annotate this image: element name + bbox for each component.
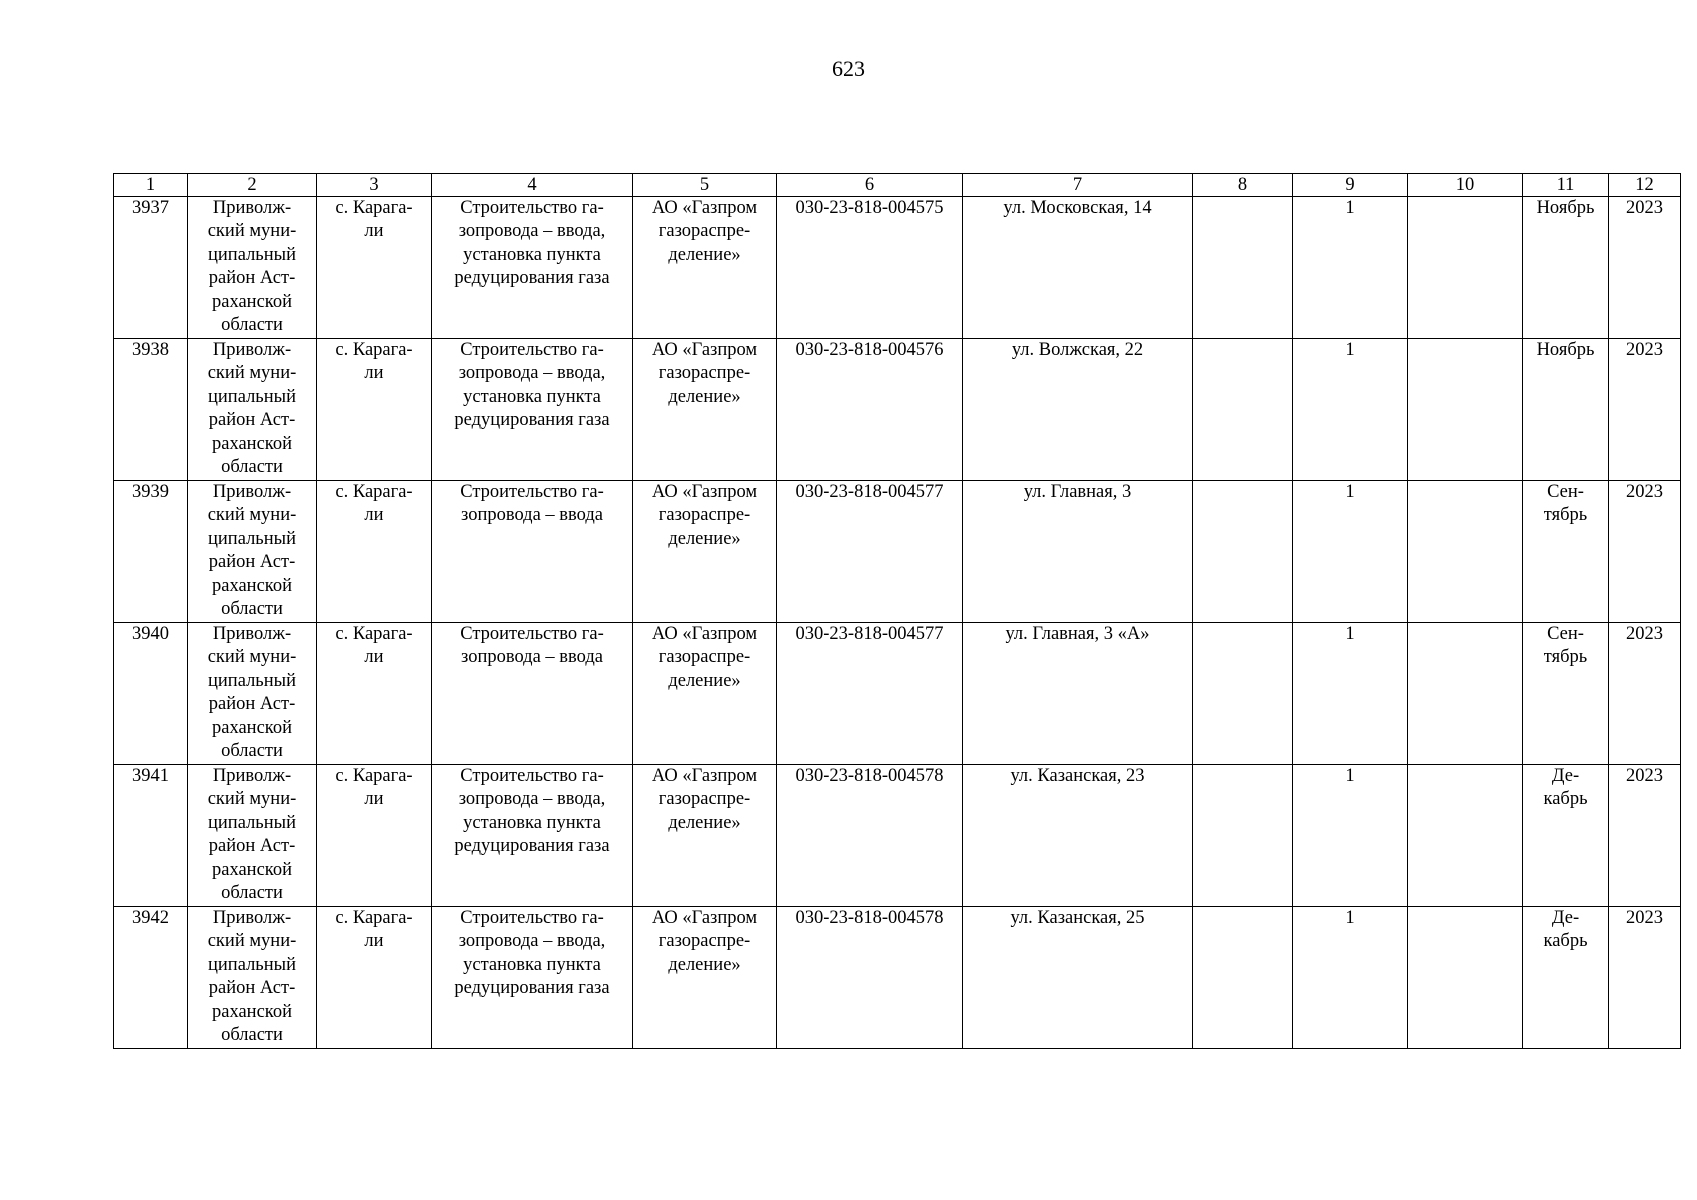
settlement-cell — [317, 623, 432, 765]
data-table — [113, 173, 1681, 1049]
organization-cell — [633, 765, 777, 907]
month-cell — [1523, 765, 1609, 907]
header-row — [114, 174, 1681, 197]
work-type-cell — [432, 765, 633, 907]
quantity-cell — [1293, 197, 1408, 339]
table-row — [114, 907, 1681, 1049]
month-cell — [1523, 623, 1609, 765]
cell-text-line: 2023 — [1626, 624, 1663, 644]
record-number-cell — [114, 765, 188, 907]
cell-text-line: Приволж- — [212, 766, 292, 786]
cell-text-line: зопровода – ввода, — [458, 363, 606, 384]
column-10-cell — [1408, 197, 1523, 339]
cell-text-line: газораспре- — [658, 505, 751, 526]
cell-text-line: газораспре- — [658, 221, 751, 242]
work-type-cell — [432, 481, 633, 623]
cell-text-line: области — [221, 1025, 283, 1046]
cell-text-line: области — [221, 457, 283, 478]
cell-text-line: ский муни- — [207, 647, 297, 668]
district-cell — [188, 481, 317, 623]
address-cell — [963, 765, 1193, 907]
year-cell — [1609, 765, 1681, 907]
cell-text-line: Приволж- — [212, 482, 292, 502]
quantity-cell — [1293, 765, 1408, 907]
cell-text-line: зопровода – ввода — [461, 647, 603, 668]
cell-text-line: АО «Газпром — [651, 624, 758, 644]
work-type-cell — [432, 907, 633, 1049]
column-header: 11 — [1523, 174, 1609, 197]
organization-cell — [633, 481, 777, 623]
cell-text-line: ли — [364, 505, 384, 526]
cell-text-line: Де- — [1551, 766, 1580, 786]
year-cell — [1609, 623, 1681, 765]
cell-text-line: ул. Казанская, 25 — [1010, 908, 1145, 928]
organization-cell — [633, 907, 777, 1049]
year-cell — [1609, 481, 1681, 623]
column-header: 4 — [432, 174, 633, 197]
cell-text-line: с. Карага- — [335, 198, 413, 218]
cell-text-line: с. Карага- — [335, 340, 413, 360]
cell-text-line: АО «Газпром — [651, 198, 758, 218]
cell-text-line: Строительство га- — [460, 766, 604, 786]
cell-text-line: район Аст- — [208, 552, 296, 573]
organization-cell — [633, 339, 777, 481]
district-cell — [188, 765, 317, 907]
cell-text-line: ципальный — [208, 954, 296, 975]
cell-text-line: Приволж- — [212, 908, 292, 928]
cell-text-line: 3938 — [132, 340, 169, 360]
cell-text-line: ул. Московская, 14 — [1003, 198, 1152, 218]
cell-text-line: тябрь — [1543, 505, 1588, 526]
cell-text-line: ул. Главная, 3 — [1023, 482, 1132, 502]
work-type-cell — [432, 197, 633, 339]
cell-text-line: раханской — [212, 575, 292, 596]
cell-text-line: тябрь — [1543, 647, 1588, 668]
cell-text-line: газораспре- — [658, 363, 751, 384]
table-row — [114, 765, 1681, 907]
cell-text-line: кабрь — [1543, 789, 1588, 810]
cell-text-line: газораспре- — [658, 789, 751, 810]
record-number-cell — [114, 907, 188, 1049]
cell-text-line: ципальный — [208, 528, 296, 549]
code-cell — [777, 907, 963, 1049]
cell-text-line: с. Карага- — [335, 482, 413, 502]
cell-text-line: 1 — [1345, 198, 1355, 218]
cell-text-line: район Аст- — [208, 410, 296, 431]
address-cell — [963, 623, 1193, 765]
district-cell — [188, 339, 317, 481]
record-number-cell — [114, 623, 188, 765]
district-cell — [188, 907, 317, 1049]
code-cell — [777, 339, 963, 481]
cell-text-line: 030-23-818-004575 — [795, 198, 944, 218]
cell-text-line: 3937 — [132, 198, 169, 218]
cell-text-line: ли — [364, 789, 384, 810]
cell-text-line: 1 — [1345, 908, 1355, 928]
month-cell — [1523, 481, 1609, 623]
cell-text-line: деление» — [668, 812, 741, 833]
column-10-cell — [1408, 907, 1523, 1049]
cell-text-line: ципальный — [208, 386, 296, 407]
cell-text-line: ципальный — [208, 812, 296, 833]
settlement-cell — [317, 339, 432, 481]
page-number: 623 — [832, 56, 865, 81]
cell-text-line: деление» — [668, 244, 741, 265]
district-cell — [188, 197, 317, 339]
column-10-cell — [1408, 481, 1523, 623]
cell-text-line: АО «Газпром — [651, 908, 758, 928]
cell-text-line: ципальный — [208, 670, 296, 691]
cell-text-line: раханской — [212, 859, 292, 880]
code-cell — [777, 197, 963, 339]
cell-text-line: Строительство га- — [460, 198, 604, 218]
year-cell — [1609, 197, 1681, 339]
cell-text-line: Приволж- — [212, 624, 292, 644]
record-number-cell — [114, 339, 188, 481]
cell-text-line: 1 — [1345, 624, 1355, 644]
cell-text-line: ципальный — [208, 244, 296, 265]
cell-text-line: 3940 — [132, 624, 169, 644]
cell-text-line: области — [221, 315, 283, 336]
cell-text-line: ский муни- — [207, 221, 297, 242]
cell-text-line: 3941 — [132, 766, 169, 786]
quantity-cell — [1293, 481, 1408, 623]
cell-text-line: 2023 — [1626, 340, 1663, 360]
table-row — [114, 197, 1681, 339]
record-number-cell — [114, 481, 188, 623]
cell-text-line: район Аст- — [208, 268, 296, 289]
cell-text-line: 2023 — [1626, 766, 1663, 786]
column-8-cell — [1193, 481, 1293, 623]
cell-text-line: области — [221, 883, 283, 904]
code-cell — [777, 623, 963, 765]
cell-text-line: Строительство га- — [460, 908, 604, 928]
cell-text-line: газораспре- — [658, 931, 751, 952]
cell-text-line: АО «Газпром — [651, 766, 758, 786]
cell-text-line: 3939 — [132, 482, 169, 502]
cell-text-line: ли — [364, 931, 384, 952]
settlement-cell — [317, 765, 432, 907]
quantity-cell — [1293, 339, 1408, 481]
cell-text-line: ли — [364, 647, 384, 668]
quantity-cell — [1293, 623, 1408, 765]
cell-text-line: ул. Главная, 3 «А» — [1005, 624, 1150, 644]
cell-text-line: Приволж- — [212, 340, 292, 360]
cell-text-line: Ноябрь — [1536, 198, 1595, 218]
cell-text-line: с. Карага- — [335, 624, 413, 644]
cell-text-line: ский муни- — [207, 505, 297, 526]
cell-text-line: 1 — [1345, 482, 1355, 502]
cell-text-line: раханской — [212, 433, 292, 454]
cell-text-line: 3942 — [132, 908, 169, 928]
address-cell — [963, 339, 1193, 481]
settlement-cell — [317, 907, 432, 1049]
column-8-cell — [1193, 623, 1293, 765]
column-8-cell — [1193, 907, 1293, 1049]
cell-text-line: АО «Газпром — [651, 340, 758, 360]
cell-text-line: Ноябрь — [1536, 340, 1595, 360]
cell-text-line: газораспре- — [658, 647, 751, 668]
code-cell — [777, 765, 963, 907]
cell-text-line: 2023 — [1626, 198, 1663, 218]
cell-text-line: ский муни- — [207, 363, 297, 384]
cell-text-line: 030-23-818-004577 — [795, 482, 944, 502]
column-header: 8 — [1193, 174, 1293, 197]
cell-text-line: ли — [364, 221, 384, 242]
organization-cell — [633, 623, 777, 765]
cell-text-line: 030-23-818-004577 — [795, 624, 944, 644]
cell-text-line: АО «Газпром — [651, 482, 758, 502]
month-cell — [1523, 197, 1609, 339]
cell-text-line: Сен- — [1547, 624, 1584, 644]
cell-text-line: раханской — [212, 291, 292, 312]
cell-text-line: зопровода – ввода, — [458, 931, 606, 952]
column-header: 7 — [963, 174, 1193, 197]
cell-text-line: раханской — [212, 1001, 292, 1022]
cell-text-line: 030-23-818-004578 — [795, 908, 944, 928]
column-10-cell — [1408, 765, 1523, 907]
cell-text-line: установка пункта — [463, 812, 601, 833]
cell-text-line: области — [221, 599, 283, 620]
cell-text-line: ский муни- — [207, 789, 297, 810]
cell-text-line: район Аст- — [208, 978, 296, 999]
cell-text-line: 030-23-818-004576 — [795, 340, 944, 360]
column-header: 5 — [633, 174, 777, 197]
cell-text-line: с. Карага- — [335, 908, 413, 928]
work-type-cell — [432, 623, 633, 765]
cell-text-line: 030-23-818-004578 — [795, 766, 944, 786]
cell-text-line: район Аст- — [208, 694, 296, 715]
cell-text-line: области — [221, 741, 283, 762]
column-8-cell — [1193, 765, 1293, 907]
cell-text-line: зопровода – ввода — [461, 505, 603, 526]
settlement-cell — [317, 197, 432, 339]
cell-text-line: деление» — [668, 954, 741, 975]
cell-text-line: 1 — [1345, 340, 1355, 360]
cell-text-line: район Аст- — [208, 836, 296, 857]
cell-text-line: зопровода – ввода, — [458, 221, 606, 242]
cell-text-line: редуцирования газа — [454, 410, 610, 431]
table-row — [114, 339, 1681, 481]
work-type-cell — [432, 339, 633, 481]
year-cell — [1609, 339, 1681, 481]
address-cell — [963, 197, 1193, 339]
cell-text-line: редуцирования газа — [454, 836, 610, 857]
month-cell — [1523, 907, 1609, 1049]
column-header: 1 — [114, 174, 188, 197]
cell-text-line: Приволж- — [212, 198, 292, 218]
cell-text-line: с. Карага- — [335, 766, 413, 786]
table-row — [114, 481, 1681, 623]
cell-text-line: 2023 — [1626, 908, 1663, 928]
column-header: 9 — [1293, 174, 1408, 197]
column-8-cell — [1193, 339, 1293, 481]
cell-text-line: Строительство га- — [460, 340, 604, 360]
cell-text-line: установка пункта — [463, 244, 601, 265]
cell-text-line: ул. Казанская, 23 — [1010, 766, 1145, 786]
cell-text-line: зопровода – ввода, — [458, 789, 606, 810]
cell-text-line: редуцирования газа — [454, 978, 610, 999]
cell-text-line: ский муни- — [207, 931, 297, 952]
district-cell — [188, 623, 317, 765]
quantity-cell — [1293, 907, 1408, 1049]
cell-text-line: Строительство га- — [460, 624, 604, 644]
code-cell — [777, 481, 963, 623]
cell-text-line: Сен- — [1547, 482, 1584, 502]
organization-cell — [633, 197, 777, 339]
column-header: 10 — [1408, 174, 1523, 197]
month-cell — [1523, 339, 1609, 481]
year-cell — [1609, 907, 1681, 1049]
table-row — [114, 623, 1681, 765]
cell-text-line: 2023 — [1626, 482, 1663, 502]
cell-text-line: деление» — [668, 386, 741, 407]
cell-text-line: кабрь — [1543, 931, 1588, 952]
cell-text-line: Де- — [1551, 908, 1580, 928]
cell-text-line: установка пункта — [463, 386, 601, 407]
address-cell — [963, 481, 1193, 623]
cell-text-line: Строительство га- — [460, 482, 604, 502]
column-header: 2 — [188, 174, 317, 197]
column-10-cell — [1408, 623, 1523, 765]
cell-text-line: 1 — [1345, 766, 1355, 786]
cell-text-line: ли — [364, 363, 384, 384]
cell-text-line: редуцирования газа — [454, 268, 610, 289]
column-header: 3 — [317, 174, 432, 197]
table-body — [114, 197, 1681, 1049]
column-10-cell — [1408, 339, 1523, 481]
cell-text-line: ул. Волжская, 22 — [1011, 340, 1144, 360]
record-number-cell — [114, 197, 188, 339]
cell-text-line: деление» — [668, 670, 741, 691]
column-header: 12 — [1609, 174, 1681, 197]
column-8-cell — [1193, 197, 1293, 339]
column-header: 6 — [777, 174, 963, 197]
cell-text-line: установка пункта — [463, 954, 601, 975]
address-cell — [963, 907, 1193, 1049]
cell-text-line: деление» — [668, 528, 741, 549]
cell-text-line: раханской — [212, 717, 292, 738]
settlement-cell — [317, 481, 432, 623]
